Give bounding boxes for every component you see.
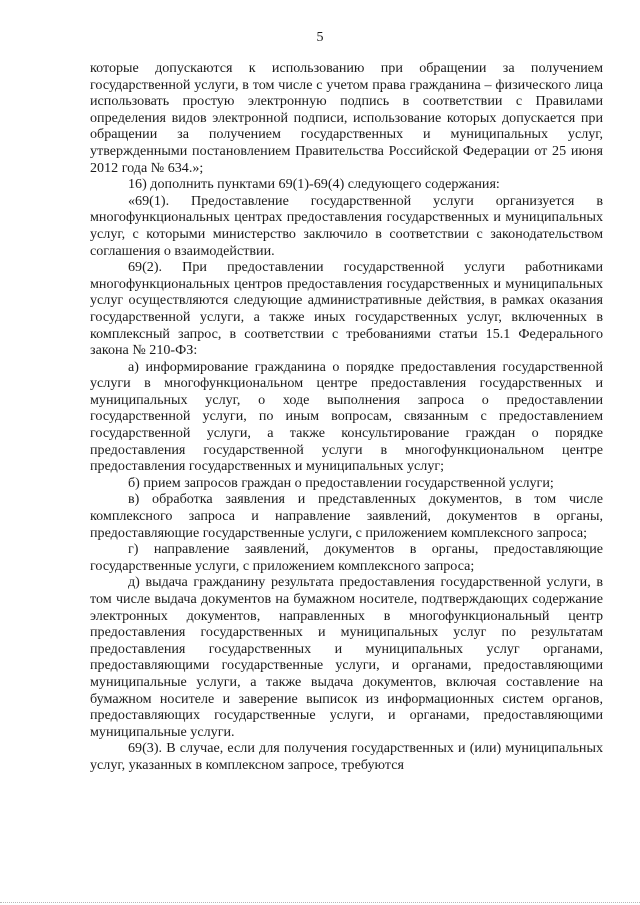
- paragraph-69-2: 69(2). При предоставлении государственной услуги работниками многофункциональных центров предоставления государственных и муниципальных услуг осуществляются следующие административные действия, в рамках оказания государственной услуги, а также иных государственных услуг, включенных в комплексный запрос, в соответствии с требованиями статьи 15.1 Федерального закона № 210-ФЗ:: [90, 259, 603, 359]
- paragraph-continuation: которые допускаются к использованию при обращении за получением государственной услуги, в том числе с учетом права гражданина – физического лица использовать простую электронную подпись в соответствии с Правилами определения видов электронной подписи, использование которых допускается при обращении за получением государственных и муниципальных услуг, утвержденными постановлением Правительства Российской Федерации от 25 июня 2012 года № 634.»;: [90, 60, 603, 176]
- paragraph-subitem-a: а) информирование гражданина о порядке предоставления государственной услуги в многофункциональном центре предоставления государственных и муниципальных услуг, о ходе выполнения запроса о предоставлении государственной услуги, по иным вопросам, связанным с предоставлением государственной услуги, а также консультирование граждан о порядке предоставления государственной услуги в многофункциональном центре предоставления государственных и муниципальных услуг;: [90, 358, 603, 475]
- footer-divider: [0, 902, 640, 903]
- paragraph-subitem-v: в) обработка заявления и представленных документов, в том числе комплексного запроса и направление заявлений, документов в органы, предоставляющие государственные услуги, с приложением комплексного запроса;: [90, 491, 603, 541]
- paragraph-subitem-d: д) выдача гражданину результата предоставления государственной услуги, в том числе выдача документов на бумажном носителе, подтверждающих содержание электронных документов, направленных в многофункциональный центр предоставления государственных и муниципальных услуг по результатам предоставления государственных и муниципальных услуг органами, предоставляющими государственные услуги, и органами, предоставляющими муниципальные услуги, а также выдача документов, включая составление на бумажном носителе и заверение выписок из информационных систем органов, предоставляющих государственные услуги, и органами, предоставляющими муниципальные услуги.: [90, 574, 603, 740]
- paragraph-69-1: «69(1). Предоставление государственной услуги организуется в многофункциональных центрах предоставления государственных и муниципальных услуг, с которыми министерство заключило в соответствии с законодательством соглашения о взаимодействии.: [90, 192, 603, 259]
- paragraph-69-3: 69(3). В случае, если для получения государственных и (или) муниципальных услуг, указанных в комплексном запросе, требуются: [90, 740, 603, 773]
- page-number: 5: [316, 30, 324, 45]
- document-body: [90, 60, 603, 774]
- paragraph-item-16: 16) дополнить пунктами 69(1)-69(4) следующего содержания:: [128, 176, 500, 193]
- paragraph-subitem-b: б) прием запросов граждан о предоставлении государственной услуги;: [128, 474, 554, 491]
- paragraph-subitem-g: г) направление заявлений, документов в органы, предоставляющие государственные услуги, с приложением комплексного запроса;: [90, 541, 603, 574]
